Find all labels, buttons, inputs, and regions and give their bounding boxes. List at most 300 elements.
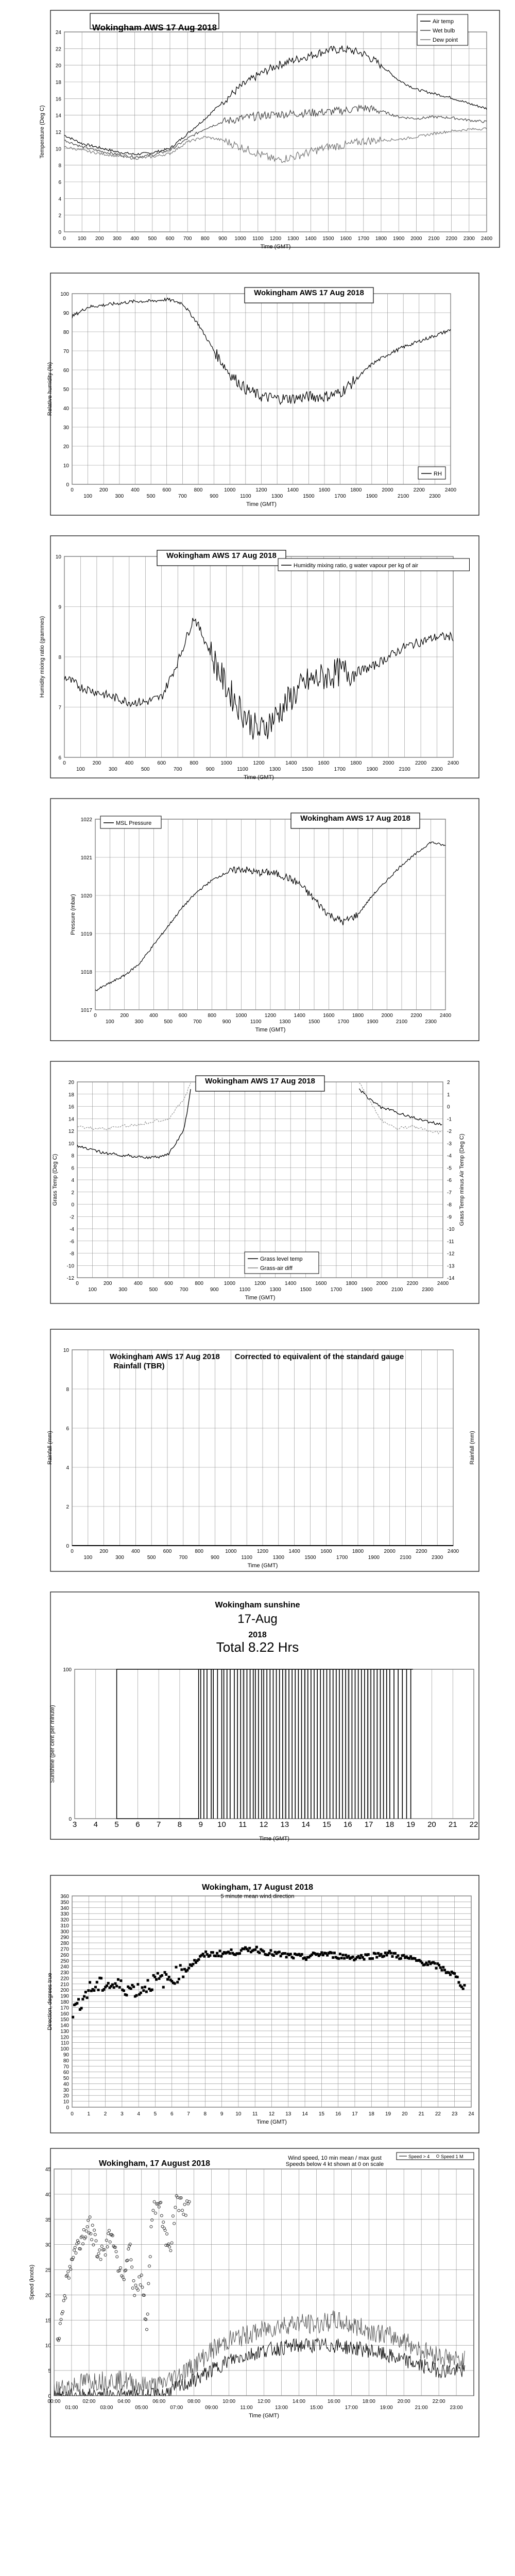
x-tick-label: 21:00 — [415, 2405, 428, 2411]
y-tick-label: -2 — [70, 1214, 74, 1221]
data-point — [453, 1972, 456, 1975]
chart-title: Wokingham AWS 17 Aug 2018 — [110, 1352, 220, 1361]
x-tick-label: 600 — [178, 1013, 187, 1019]
y-tick-label: 30 — [63, 2087, 69, 2093]
data-point — [337, 1957, 340, 1960]
y-tick-label: 4 — [71, 1178, 74, 1183]
data-point — [352, 1956, 354, 1958]
y-tick-label: 20 — [63, 444, 69, 450]
legend-label: Humidity mixing ratio, g water vapour per kg of air — [294, 563, 419, 569]
x-tick-label: 1000 — [235, 1013, 247, 1019]
x-tick-label: 21 — [448, 1820, 457, 1829]
y-tick-label: 10 — [45, 2343, 51, 2349]
x-tick-label: 600 — [162, 487, 171, 493]
data-point — [219, 1950, 221, 1952]
y-tick-label: 20 — [68, 1080, 74, 1086]
x-tick-label: 1700 — [334, 767, 346, 772]
legend-label: Grass-air diff — [260, 1265, 293, 1272]
data-point — [145, 1991, 148, 1993]
y-axis-label: Sunshine (per cent per minute) — [49, 1705, 56, 1783]
data-point — [345, 1954, 347, 1956]
x-tick-label: 1100 — [239, 1287, 251, 1293]
x-axis-label: Time (GMT) — [249, 2413, 279, 2419]
data-point — [76, 2002, 78, 2005]
x-tick-label: 600 — [165, 236, 175, 242]
x-tick-label: 6 — [135, 1820, 140, 1829]
data-point — [142, 1989, 145, 1992]
data-point — [165, 1973, 167, 1976]
x-tick-label: 1 — [87, 2111, 91, 2117]
x-tick-label: 17:00 — [345, 2405, 358, 2411]
data-point — [435, 1967, 438, 1970]
legend-label: MSL Pressure — [116, 820, 152, 826]
y-axis-label: Relative humidity (%) — [47, 362, 53, 416]
data-point — [158, 1977, 161, 1980]
x-tick-label: 900 — [211, 1555, 219, 1561]
y-axis-label: Grass Temp (Deg C) — [52, 1154, 58, 1206]
y-tick-label: 60 — [63, 2070, 69, 2076]
chart-panel-2 — [47, 273, 479, 515]
x-tick-label: 05:00 — [135, 2405, 148, 2411]
y-axis-label: Speed (knots) — [29, 2264, 35, 2300]
x-tick-label: 800 — [195, 1549, 204, 1554]
x-tick-label: 24 — [468, 2111, 474, 2117]
x-tick-label: 1900 — [366, 767, 378, 772]
x-tick-label: 16 — [335, 2111, 341, 2117]
x-tick-label: 20 — [427, 1820, 436, 1829]
x-tick-label: 500 — [148, 236, 157, 242]
y-axis-label: Pressure (mbar) — [70, 894, 76, 935]
data-point — [272, 1954, 275, 1957]
y-axis-label: Rainfall (mm) — [47, 1431, 53, 1465]
y-tick-label: 2 — [58, 213, 61, 219]
x-tick-label: 2300 — [463, 236, 475, 242]
y-tick-label: 8 — [58, 163, 61, 169]
data-point — [229, 1952, 231, 1955]
x-tick-label: 15 — [322, 1820, 331, 1829]
y-tick-label: 0 — [58, 230, 61, 235]
chart-panel-3 — [39, 536, 479, 781]
x-tick-label: 1300 — [279, 1019, 291, 1025]
data-point — [456, 1976, 459, 1978]
x-tick-label: 1100 — [250, 1019, 262, 1025]
x-tick-label: 13 — [280, 1820, 289, 1829]
y-tick-label: -6 — [70, 1239, 74, 1245]
data-point — [203, 1955, 205, 1958]
x-tick-label: 700 — [173, 767, 182, 772]
data-point — [391, 1955, 393, 1958]
x-tick-label: 2100 — [398, 494, 409, 499]
x-tick-label: 2300 — [432, 1555, 443, 1561]
data-point — [463, 1984, 466, 1987]
data-point — [347, 1955, 350, 1957]
x-tick-label: 2400 — [439, 1013, 452, 1019]
data-point — [442, 1966, 444, 1969]
x-tick-label: 04:00 — [117, 2399, 131, 2404]
y-tick-label: 140 — [60, 2023, 69, 2029]
x-tick-label: 400 — [130, 236, 140, 242]
x-tick-label: 0 — [71, 487, 74, 493]
data-point — [284, 1952, 286, 1955]
x-tick-label: 1600 — [318, 760, 330, 766]
y-tick-label: 20 — [63, 2093, 69, 2099]
chart-subtitle2: Speeds below 4 kt shown at 0 on scale — [285, 2161, 384, 2167]
y-tick-label: 110 — [61, 2040, 69, 2046]
chart-subtitle-right: Corrected to equivalent of the standard gauge — [234, 1352, 404, 1361]
y-tick-label: 50 — [63, 387, 69, 393]
x-tick-label: 17 — [352, 2111, 358, 2117]
x-tick-label: 0 — [63, 760, 66, 766]
y-tick-label: 2 — [66, 1504, 69, 1510]
x-tick-label: 400 — [149, 1013, 158, 1019]
x-tick-label: 5 — [114, 1820, 119, 1829]
y-tick-label: 1021 — [80, 855, 92, 861]
x-tick-label: 400 — [131, 1549, 140, 1554]
x-tick-label: 2100 — [399, 767, 410, 772]
x-tick-label: 19:00 — [380, 2405, 393, 2411]
x-tick-label: 900 — [210, 1287, 219, 1293]
y-tick-label: 1018 — [80, 970, 92, 975]
data-point — [426, 1963, 429, 1966]
y-tick-label: 0 — [68, 1817, 72, 1822]
y-tick-label: 80 — [63, 330, 69, 335]
x-tick-label: 700 — [179, 1555, 188, 1561]
x-tick-label: 2100 — [428, 236, 440, 242]
data-point — [434, 1962, 436, 1964]
x-tick-label: 1200 — [256, 1549, 269, 1554]
x-tick-label: 500 — [146, 494, 156, 499]
x-tick-label: 14:00 — [292, 2399, 305, 2404]
legend-label: Grass level temp — [260, 1256, 303, 1262]
y-tick-label: 290 — [60, 1935, 69, 1941]
x-tick-label: 1700 — [334, 494, 346, 499]
data-point — [176, 1981, 179, 1984]
data-point — [397, 1954, 399, 1957]
x-tick-label: 100 — [83, 1555, 93, 1561]
data-point — [330, 1952, 333, 1954]
y-tick-label: 6 — [66, 1426, 69, 1432]
x-tick-label: 2000 — [381, 1013, 393, 1019]
data-point — [238, 1952, 241, 1955]
y-tick-label: 340 — [60, 1905, 69, 1911]
x-tick-label: 4 — [137, 2111, 140, 2117]
x-tick-label: 500 — [149, 1287, 158, 1293]
x-tick-label: 20:00 — [397, 2399, 410, 2404]
data-point — [84, 1991, 87, 1993]
data-point — [106, 1985, 108, 1987]
x-tick-label: 22 — [469, 1820, 478, 1829]
x-tick-label: 600 — [157, 760, 166, 766]
x-tick-label: 15 — [318, 2111, 324, 2117]
data-point — [80, 2007, 83, 2009]
x-tick-label: 08:00 — [187, 2399, 201, 2404]
data-point — [301, 1953, 303, 1956]
x-tick-label: 1700 — [357, 236, 369, 242]
x-tick-label: 9 — [220, 2111, 224, 2117]
data-point — [394, 1952, 397, 1955]
y-right-tick-label: 1 — [447, 1092, 450, 1098]
chart-title: Wokingham, 17 August 2018 — [98, 2159, 211, 2168]
y-right-tick-label: -9 — [447, 1214, 452, 1221]
y-tick-label: 8 — [58, 655, 61, 660]
x-tick-label: 10 — [235, 2111, 242, 2117]
x-tick-label: 16 — [343, 1820, 352, 1829]
x-tick-label: 2000 — [382, 487, 393, 493]
x-axis-label: Time (GMT) — [246, 501, 277, 507]
y-tick-label: 2 — [71, 1190, 74, 1196]
y-tick-label: -12 — [66, 1276, 74, 1281]
x-tick-label: 900 — [218, 236, 227, 242]
y-right-tick-label: -1 — [447, 1116, 452, 1123]
y-tick-label: 70 — [63, 2064, 69, 2070]
x-tick-label: 1000 — [224, 487, 236, 493]
y-tick-label: 130 — [60, 2028, 69, 2035]
x-tick-label: 1600 — [320, 1549, 332, 1554]
data-point — [204, 1951, 207, 1953]
data-point — [96, 1981, 98, 1984]
y-tick-label: 7 — [58, 705, 61, 711]
data-point — [93, 1989, 95, 1992]
data-point — [255, 1946, 258, 1948]
data-point — [209, 1954, 211, 1957]
y-tick-label: 10 — [63, 1348, 69, 1353]
x-tick-label: 1900 — [360, 1287, 373, 1293]
y-tick-label: 260 — [60, 1952, 69, 1958]
y-tick-label: 90 — [63, 2052, 69, 2058]
y-tick-label: 0 — [71, 1202, 74, 1208]
y-tick-label: 30 — [63, 425, 69, 431]
x-tick-label: 1200 — [253, 760, 265, 766]
data-point — [144, 1986, 146, 1988]
y-tick-label: 10 — [55, 146, 61, 152]
x-tick-label: 3 — [72, 1820, 77, 1829]
y-tick-label: 0 — [66, 1544, 69, 1549]
x-tick-label: 100 — [105, 1019, 114, 1025]
x-tick-label: 800 — [195, 1281, 204, 1286]
x-tick-label: 03:00 — [100, 2405, 113, 2411]
x-tick-label: 600 — [164, 1281, 173, 1286]
y-tick-label: 350 — [60, 1900, 69, 1906]
x-tick-label: 23:00 — [450, 2405, 463, 2411]
data-point — [254, 1948, 256, 1951]
x-tick-label: 22:00 — [432, 2399, 445, 2404]
x-tick-label: 800 — [194, 487, 203, 493]
y-right-tick-label: -14 — [447, 1276, 455, 1281]
data-point — [289, 1953, 292, 1955]
x-tick-label: 700 — [183, 236, 192, 242]
y-tick-label: 16 — [68, 1104, 74, 1110]
y-right-tick-label: -4 — [447, 1153, 452, 1159]
chart-subtitle-left: Rainfall (TBR) — [113, 1362, 165, 1370]
y-tick-label: 300 — [60, 1929, 69, 1935]
x-tick-label: 1300 — [271, 494, 283, 499]
data-point — [385, 1954, 388, 1956]
data-point — [230, 1948, 233, 1951]
data-point — [153, 1976, 156, 1978]
x-tick-label: 300 — [109, 767, 117, 772]
data-point — [187, 1967, 190, 1970]
x-tick-label: 400 — [131, 487, 140, 493]
data-point — [305, 1958, 307, 1961]
x-axis-label: Time (GMT) — [244, 774, 274, 781]
y-tick-label: 310 — [60, 1923, 69, 1929]
chart-title: Wokingham AWS 17 Aug 2018 — [166, 551, 277, 560]
x-tick-label: 800 — [208, 1013, 217, 1019]
x-tick-label: 1400 — [288, 1549, 300, 1554]
y-tick-label: 210 — [60, 1981, 69, 1988]
y-tick-label: 16 — [55, 96, 61, 103]
y-tick-label: 240 — [60, 1964, 69, 1970]
x-tick-label: 200 — [95, 236, 104, 242]
x-tick-label: 2100 — [400, 1555, 411, 1561]
x-tick-label: 1900 — [393, 236, 405, 242]
x-tick-label: 18 — [368, 2111, 374, 2117]
y-tick-label: 90 — [63, 311, 69, 316]
y-axis-label: Direction, degrees true — [47, 1973, 53, 2030]
legend-label-2: Speed 1 M — [441, 2154, 464, 2159]
x-tick-label: 19 — [385, 2111, 391, 2117]
data-point — [113, 1986, 115, 1989]
x-tick-label: 1100 — [252, 236, 264, 242]
x-tick-label: 700 — [178, 494, 187, 499]
x-tick-label: 7 — [156, 1820, 161, 1829]
x-tick-label: 1200 — [255, 487, 267, 493]
data-point — [157, 1972, 159, 1975]
x-tick-label: 2100 — [396, 1019, 408, 1025]
x-tick-label: 1800 — [350, 487, 362, 493]
data-point — [280, 1955, 282, 1957]
x-tick-label: 1600 — [340, 236, 352, 242]
x-tick-label: 1300 — [269, 767, 281, 772]
data-point — [162, 1986, 165, 1989]
data-point — [268, 1952, 271, 1955]
x-tick-label: 1900 — [366, 494, 377, 499]
y-tick-label: 10 — [55, 554, 61, 560]
x-tick-label: 1100 — [241, 1555, 252, 1561]
data-point — [166, 1978, 169, 1980]
y-right-tick-label: -7 — [447, 1190, 452, 1196]
chart-title: Wokingham AWS 17 Aug 2018 — [300, 814, 410, 823]
x-tick-label: 900 — [210, 494, 218, 499]
chart-subtitle: 17-Aug — [237, 1612, 278, 1626]
y-tick-label: 180 — [60, 1999, 69, 2005]
data-point — [340, 1957, 343, 1959]
x-tick-label: 1600 — [323, 1013, 335, 1019]
x-tick-label: 1700 — [336, 1555, 348, 1561]
data-point — [380, 1953, 382, 1956]
y-tick-label: 160 — [60, 2011, 69, 2017]
y-right-tick-label: 2 — [447, 1080, 450, 1086]
y-tick-label: 10 — [68, 1141, 74, 1147]
data-point — [216, 1952, 218, 1955]
data-point — [81, 1998, 84, 2001]
y-tick-label: 10 — [63, 463, 69, 469]
y-tick-label: 45 — [45, 2167, 51, 2173]
y-right-tick-label: -10 — [447, 1227, 455, 1232]
x-tick-label: 1300 — [272, 1555, 284, 1561]
x-tick-label: 2400 — [437, 1281, 449, 1286]
x-tick-label: 700 — [193, 1019, 202, 1025]
y-right-tick-label: -11 — [447, 1239, 454, 1245]
x-tick-label: 1000 — [225, 1549, 237, 1554]
y-axis-label: Humidity mixing ratio (grammes) — [39, 616, 45, 698]
x-tick-label: 2300 — [431, 767, 443, 772]
x-tick-label: 900 — [222, 1019, 231, 1025]
x-tick-label: 1000 — [224, 1281, 235, 1286]
x-axis-label: Time (GMT) — [260, 244, 291, 250]
y-tick-label: 100 — [60, 2046, 69, 2053]
y-tick-label: 270 — [60, 1946, 69, 1953]
data-point — [339, 1953, 341, 1955]
x-tick-label: 2200 — [416, 1549, 427, 1554]
y-tick-label: 10 — [63, 2099, 69, 2105]
x-tick-label: 2 — [104, 2111, 107, 2117]
x-tick-label: 02:00 — [82, 2399, 96, 2404]
x-tick-label: 300 — [113, 236, 122, 242]
x-tick-label: 2200 — [413, 487, 425, 493]
x-tick-label: 19 — [406, 1820, 415, 1829]
x-tick-label: 2400 — [444, 487, 457, 493]
x-tick-label: 800 — [190, 760, 199, 766]
y-axis-label-right: Rainfall (mm) — [469, 1431, 475, 1465]
data-point — [193, 1959, 196, 1961]
data-point — [438, 1964, 440, 1967]
x-tick-label: 9 — [198, 1820, 203, 1829]
x-tick-label: 00:00 — [47, 2399, 61, 2404]
data-point — [214, 1955, 217, 1957]
y-tick-label: 9 — [58, 604, 61, 611]
x-tick-label: 01:00 — [65, 2405, 78, 2411]
x-tick-label: 1400 — [285, 760, 297, 766]
data-point — [107, 1982, 110, 1985]
x-tick-label: 1600 — [318, 487, 331, 493]
x-tick-label: 2300 — [429, 494, 441, 499]
y-tick-label: 40 — [63, 2081, 69, 2088]
x-tick-label: 3 — [121, 2111, 124, 2117]
y-tick-label: 220 — [60, 1976, 69, 1982]
data-point — [77, 1998, 80, 2001]
data-point — [174, 1982, 176, 1985]
y-tick-label: 6 — [58, 755, 61, 761]
x-tick-label: 10 — [217, 1820, 226, 1829]
x-tick-label: 200 — [92, 760, 101, 766]
x-tick-label: 2100 — [391, 1287, 403, 1293]
x-tick-label: 1400 — [305, 236, 317, 242]
y-tick-label: 40 — [45, 2192, 51, 2198]
chart-title: Wokingham AWS 17 Aug 2018 — [205, 1077, 315, 1086]
y-tick-label: 150 — [60, 2017, 69, 2023]
y-tick-label: 14 — [68, 1116, 74, 1123]
x-tick-label: 1500 — [303, 494, 315, 499]
data-point — [115, 1985, 118, 1987]
data-point — [358, 1957, 361, 1959]
y-tick-label: 0 — [66, 2105, 69, 2111]
y-tick-label: 320 — [60, 1917, 69, 1923]
x-tick-label: 100 — [77, 236, 87, 242]
data-point — [100, 1977, 102, 1979]
data-point — [151, 1989, 153, 1991]
x-tick-label: 1000 — [220, 760, 232, 766]
x-tick-label: 1400 — [287, 487, 299, 493]
x-tick-label: 2200 — [410, 1013, 422, 1019]
x-tick-label: 0 — [71, 1549, 74, 1554]
y-tick-label: 20 — [45, 2293, 51, 2299]
x-tick-label: 11 — [252, 2111, 258, 2117]
chart-title: Wokingham AWS 17 Aug 2018 — [92, 23, 217, 32]
chart-panel-7 — [49, 1592, 479, 1842]
x-tick-label: 1800 — [352, 1013, 364, 1019]
x-tick-label: 1200 — [269, 236, 282, 242]
